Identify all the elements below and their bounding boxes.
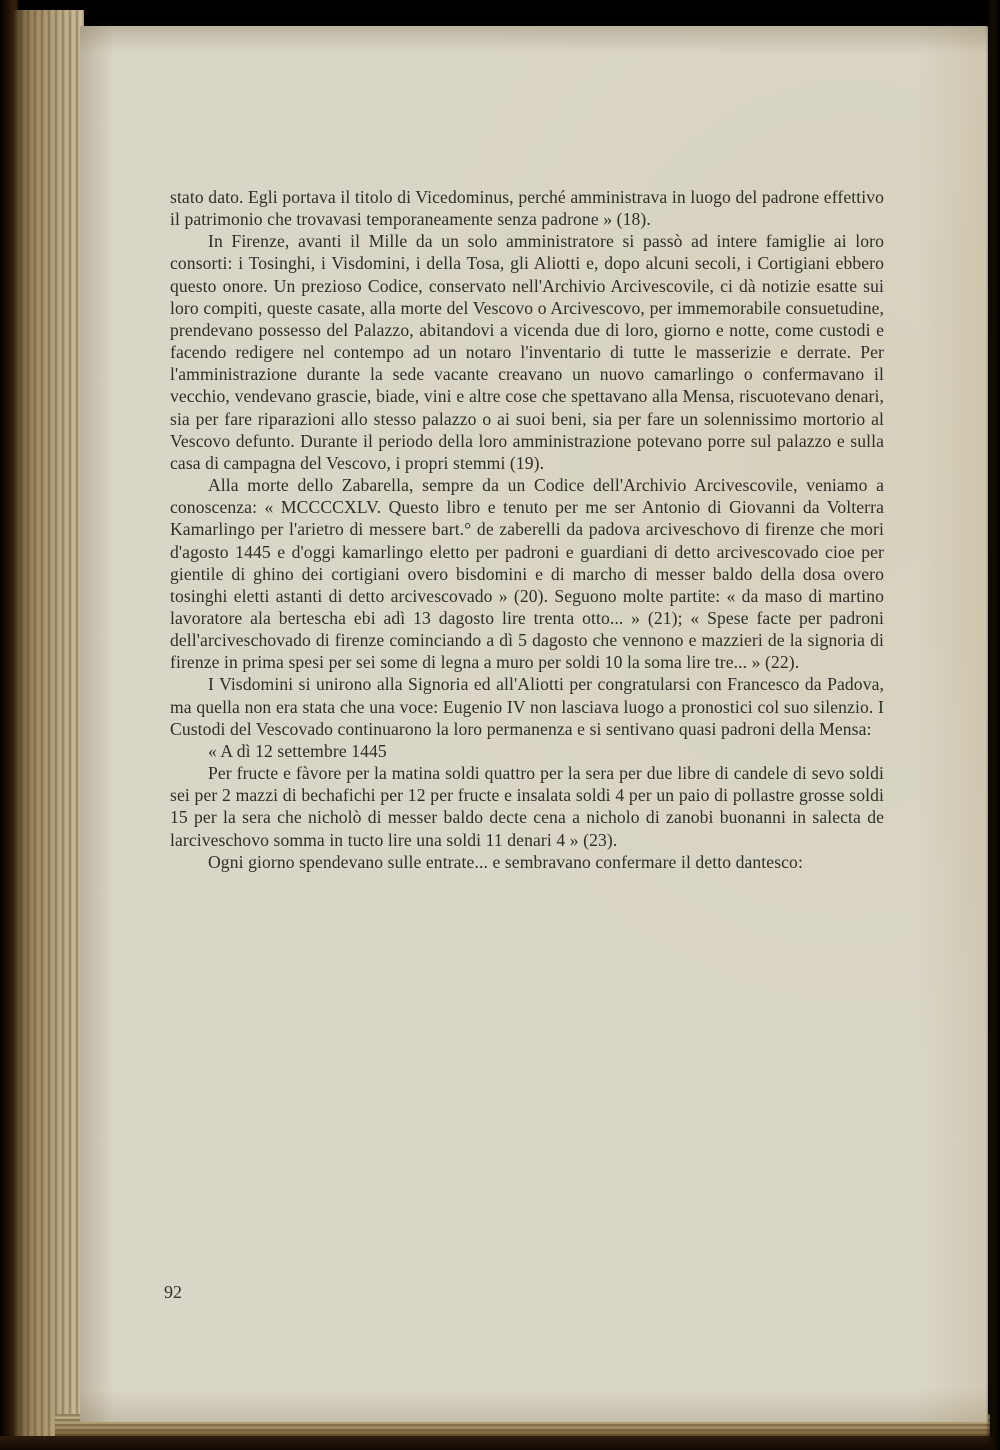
paragraph: In Firenze, avanti il Mille da un solo amministratore si passò ad intere famiglie ai loro consorti: i Tosinghi, i Visdomini, i della Tosa, gli Aliotti e, dopo alcuni secoli, i Cortigiani ebbero questo onore. Un prezioso Codice, conservato nell'Archivio Arcivescovile, ci dà notizie esatte sui loro compiti, queste casate, alla morte del Vescovo o Arcivescovo, per immemorabile consuetudine, prendevano possesso del Palazzo, abitandovi a vicenda due di loro, giorno e notte, come custodi e facendo redigere nel contempo ad un notaro l'inventario di tutte le masserizie e derrate. Per l'amministrazione durante la sede vacante creavano un nuovo camarlingo o confermavano il vecchio, vendevano grascie, biade, vini e altre cose che spettavano alla Mensa, riscuotevano denari, sia per fare riparazioni allo stesso palazzo o ai suoi beni, sia per fare un solennissimo mortorio al Vescovo defunto. Durante il periodo della loro amministrazione potevano porre sul palazzo e sulla casa di campagna del Vescovo, i propri stemmi (19). <box>170 231 884 473</box>
photo-right-border <box>986 0 1000 1450</box>
book-binding-bottom <box>0 1436 1000 1450</box>
paragraph: I Visdomini si unirono alla Signoria ed all'Aliotti per congratularsi con Francesco da Padova, ma quella non era stata che una voce: Eugenio IV non lasciava luogo a pronostici col suo silenzio. I Custodi del Vescovado continuarono la loro permanenza e si sentivano quasi padroni della Mensa: <box>170 674 884 739</box>
paragraph: Ogni giorno spendevano sulle entrate... e sembravano confermare il detto dantesco: <box>208 851 803 872</box>
book-page <box>80 26 988 1422</box>
page-number: 92 <box>164 1282 182 1302</box>
paragraph-continuation: stato dato. Egli portava il titolo di Vicedominus, perché amministrava in luogo del padrone effettivo il patrimonio che trovavasi temporaneamente senza padrone » (18). <box>170 187 884 230</box>
stacked-page-edges-left <box>14 10 84 1442</box>
paragraph: Per fructe e fàvore per la matina soldi quattro per la sera per due libre di candele di sevo soldi sei per 2 mazzi di bechafichi per 12 per fructe e insalata soldi 4 per un paio di pollastre grosse soldi 15 per la sera che nicholò di messer baldo decte cena a nicholo di zanobi buonanni in salecta de larciveschovo somma in tucto lire una soldi 11 denari 4 » (23). <box>170 763 884 850</box>
page-text-block <box>170 186 884 873</box>
quote-date-line: « A dì 12 settembre 1445 <box>208 740 387 761</box>
paragraph: Alla morte dello Zabarella, sempre da un Codice dell'Archivio Arcivescovile, veniamo a conoscenza: « MCCCCXLV. Questo libro e tenuto per me ser Antonio di Giovanni da Volterra Kamarlingo per l'arietro di messere bart.° de zaberelli da padova arciveschovo di firenze che mori d'agosto 1445 e d'oggi kamarlingo eletto per padroni e guardiani di detto arcivescovado cioe per gientile di ghino dei cortigiani overo bisdomini e di marcho di messer baldo della dosa overo tosinghi eletti astanti di detto arcivescovado » (20). Seguono molte partite: « da maso di martino lavoratore ala bertescha ebi adì 13 dagosto lire trenta otto... » (21); « Spese facte per padroni dell'arciveschovado di firenze cominciando a dì 5 dagosto che vennono e mazzieri de la signoria di firenze in prima spesi per sei some di legna a muro per soldi 10 la soma lire tre... » (22). <box>170 475 884 673</box>
